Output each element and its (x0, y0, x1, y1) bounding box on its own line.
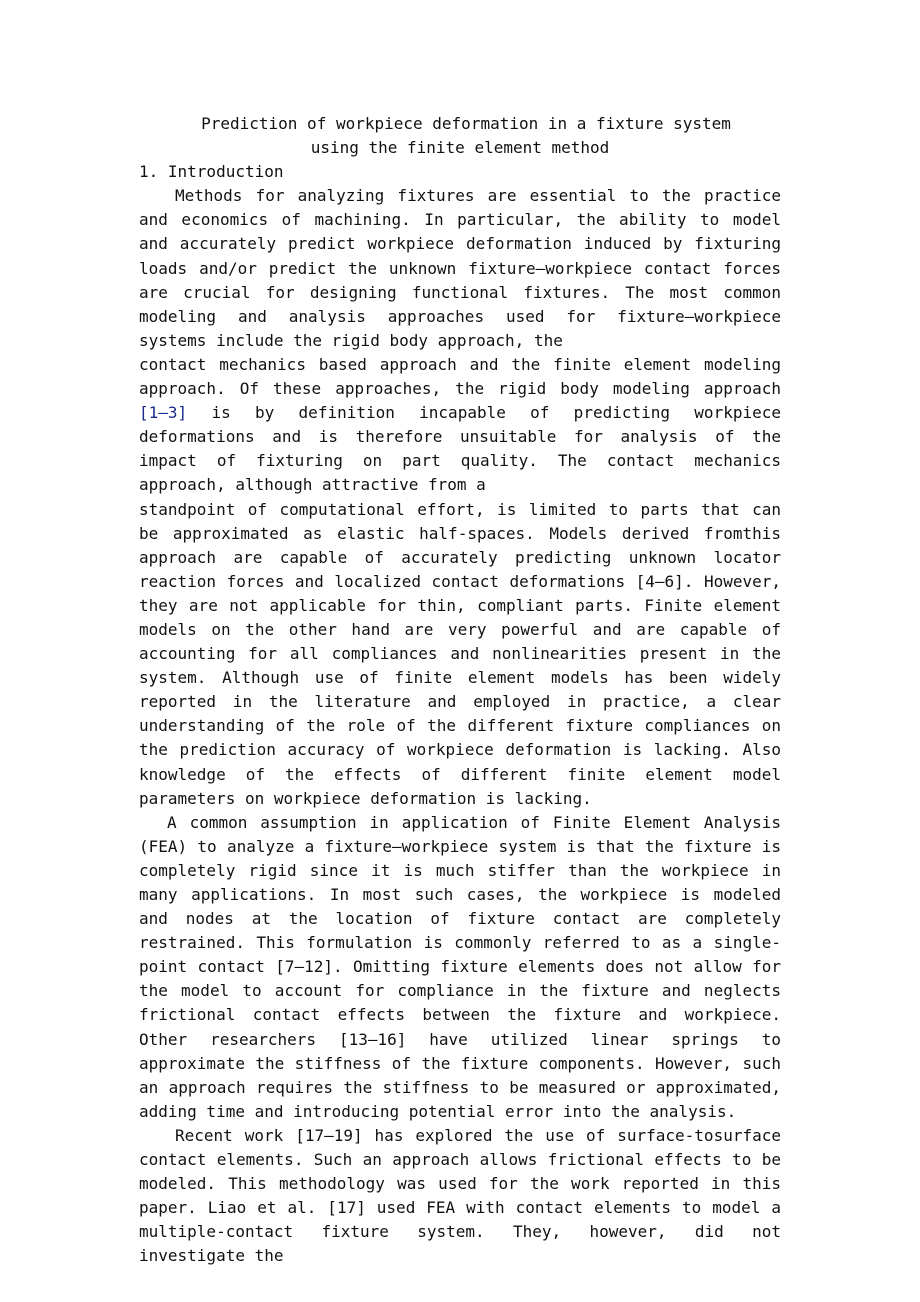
paragraph-1-part-1: Methods for analyzing fixtures are essential to the practice and economics of machining. In particular, the ability to model and accurately predict workpiece deformation induced by fixturing loads and/or predict the unknown fixture–workpiece contact forces are crucial for designing functional fixtures. The most common modeling and analysis approaches used for fixture–workpiece systems include the rigid body approach, the (139, 186, 781, 350)
document-title (139, 112, 781, 160)
title-line-1: Prediction of workpiece deformation in a fixture system (201, 114, 731, 133)
paragraph-1-part-3: standpoint of computational effort, is limited to parts that can be approximated as elastic half-spaces. Models derived fromthis approach are capable of accurately predicting unknown locator reaction forces and localized contact deformations [4–6]. However, they are not applicable for thin, compliant parts. Finite element models on the other hand are very powerful and are capable of accounting for all compliances and nonlinearities present in the system. Although use of finite element models has been widely reported in the literature and employed in practice, a clear understanding of the role of the different fixture compliances on the prediction accuracy of workpiece deformation is lacking. Also knowledge of the effects of different finite element model parameters on workpiece deformation is lacking. (139, 499, 781, 808)
paragraph-2: A common assumption in application of Finite Element Analysis (FEA) to analyze a fixture–workpiece system is that the fixture is completely rigid since it is much stiffer than the workpiece in many applications. In most such cases, the workpiece is modeled and nodes at the location of fixture contact are completely restrained. This formulation is commonly referred to as a single-point contact [7–12]. Omitting fixture elements does not allow for the model to account for compliance in the fixture and neglects frictional contact effects between the fixture and workpiece. Other researchers [13–16] have utilized linear springs to approximate the stiffness of the fixture components. However, such an approach requires the stiffness to be measured or approximated, adding time and introducing potential error into the analysis. (139, 812, 781, 1121)
document-page (139, 112, 781, 1269)
paragraph-1-part-2-text-a: contact mechanics based approach and the finite element modeling approach. Of these approaches, the rigid body modeling approach (139, 354, 781, 399)
section-heading: 1. Introduction (139, 162, 284, 182)
citation-link[interactable]: [1–3] (139, 403, 188, 423)
title-line-2: using the finite element method (310, 138, 610, 158)
paragraph-3: Recent work [17–19] has explored the use of surface-tosurface contact elements. Such an approach allows frictional effects to be modeled. This methodology was used for the work reported in this paper. Liao et al. [17] used FEA with contact elements to model a multiple-contact fixture system. They, however, did not investigate the (139, 1125, 781, 1266)
paragraph-1-part-2-text-b: is by definition incapable of predicting workpiece deformations and is therefore unsuitable for analysis of the impact of fixturing on part quality. The contact mechanics approach, although attractive from a (139, 403, 781, 495)
paragraph-1-part-2 (139, 353, 781, 498)
